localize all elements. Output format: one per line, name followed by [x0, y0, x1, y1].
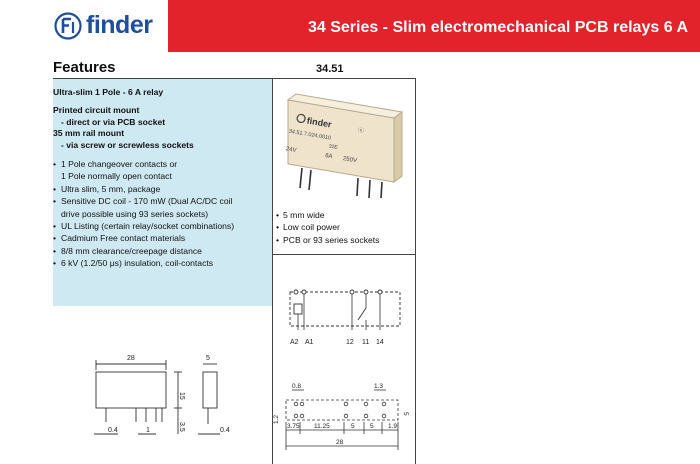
photo-rating: 24V — [285, 146, 297, 155]
wiring-label-12: 12 — [346, 339, 354, 346]
header-band — [168, 0, 700, 52]
footprint-total: 28 — [336, 439, 344, 446]
list-item: • 8/8 mm clearance/creepage distance — [53, 245, 272, 257]
footprint-spacing-5: 1.9 — [388, 423, 398, 430]
footprint-spacing-4: 5 — [370, 423, 374, 430]
footprint-left: 1.2 — [273, 414, 280, 424]
list-item: • Cadmium Free contact materials — [53, 232, 272, 244]
photo-code: 32E — [328, 143, 339, 151]
dim-pin-length: 3.5 — [178, 422, 185, 432]
wiring-label-11: 11 — [362, 339, 370, 346]
features-heading: Features — [53, 59, 116, 76]
list-item: • Low coil power — [276, 221, 379, 233]
list-item: • PCB or 93 series sockets — [276, 234, 379, 246]
list-item: • 5 mm wide — [276, 209, 379, 221]
dim-pin-a: 0.4 — [108, 427, 118, 434]
list-item: • 6 kV (1.2/50 μs) insulation, coil-contacts — [53, 257, 272, 269]
dim-height: 15 — [178, 392, 185, 400]
wiring-diagram — [280, 280, 410, 350]
wiring-label-a1: A1 — [305, 339, 314, 346]
brand-logo — [0, 0, 168, 52]
dimension-drawing — [78, 344, 248, 464]
column-divider-right — [415, 78, 416, 464]
wiring-label-14: 14 — [376, 339, 384, 346]
section-split — [272, 254, 415, 255]
features-panel — [53, 79, 272, 306]
photo-current: 6A — [324, 153, 333, 161]
footprint-hole: 0.8 — [292, 383, 302, 390]
footprint-spacing-1: 3.75 — [287, 423, 300, 430]
feature-line: Printed circuit mount — [53, 105, 140, 116]
feature-line: 35 mm rail mount — [53, 128, 125, 139]
model-number: 34.51 — [316, 63, 344, 75]
footprint-pitch: 1.3 — [374, 383, 384, 390]
footprint-spacing-2: 11.25 — [314, 423, 330, 430]
list-item: • 1 Pole changeover contacts or — [53, 158, 272, 170]
list-item: drive possible using 93 series sockets) — [61, 208, 209, 219]
footprint-side: 5 — [402, 412, 409, 416]
svg-text:ⓤ: ⓤ — [357, 128, 365, 136]
feature-line: - via screw or screwless sockets — [61, 139, 194, 150]
page-title: 34 Series - Slim electromechanical PCB relays 6 A — [307, 19, 688, 36]
photo-part: 34.51.7.024.0010 — [288, 128, 332, 142]
list-item: • UL Listing (certain relay/socket combinations) — [53, 220, 272, 232]
brand-name: finder — [86, 11, 153, 39]
dim-pin-c: 0.4 — [220, 427, 230, 434]
dim-pin-b: 1 — [146, 427, 150, 434]
list-item: • Sensitive DC coil - 170 mW (Dual AC/DC coil — [53, 195, 272, 207]
feature-line: - direct or via PCB socket — [61, 116, 166, 127]
list-item: 1 Pole normally open contact — [61, 171, 172, 182]
pcb-footprint — [274, 378, 414, 464]
column-divider-left — [272, 78, 273, 464]
footprint-spacing-3: 5 — [351, 423, 355, 430]
dim-width: 28 — [127, 355, 135, 362]
feature-line: Ultra-slim 1 Pole - 6 A relay — [53, 87, 164, 97]
features-list — [53, 158, 272, 270]
finder-logo-icon — [54, 12, 82, 40]
list-item: • Ultra slim, 5 mm, package — [53, 183, 272, 195]
dim-depth: 5 — [206, 355, 210, 362]
photo-voltage: 250V — [342, 156, 358, 165]
product-bullets — [276, 209, 379, 246]
wiring-label-a2: A2 — [290, 339, 299, 346]
relay-photo — [278, 82, 410, 200]
photo-brand: finder — [306, 115, 333, 130]
